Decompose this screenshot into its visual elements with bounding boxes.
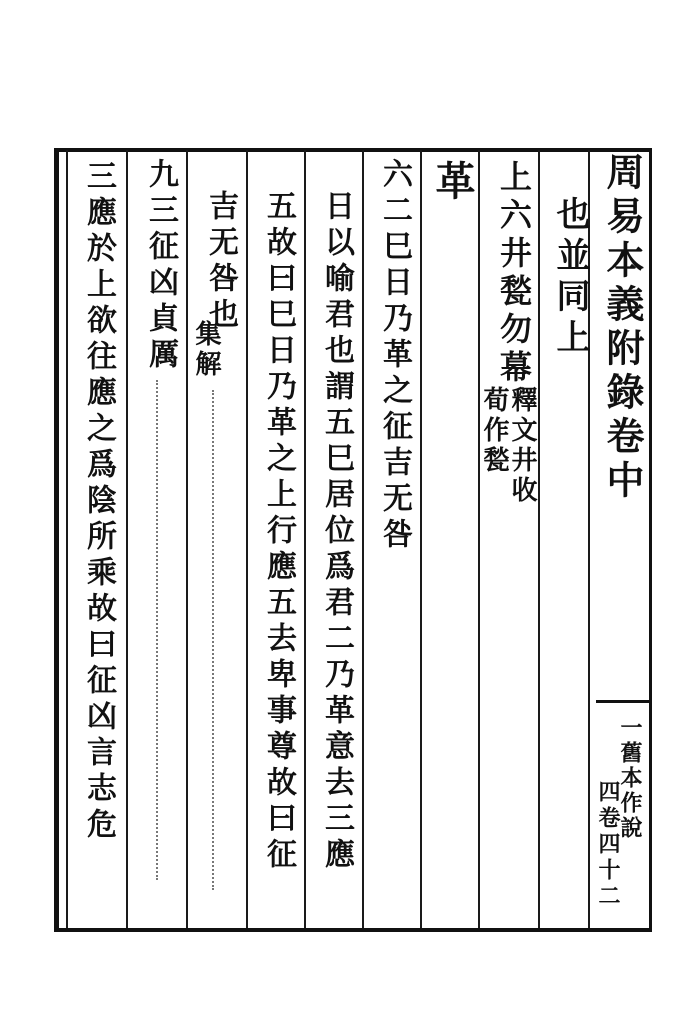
text-column-1: 也並同上 — [550, 196, 590, 360]
column-rule — [538, 150, 540, 928]
column-rule — [66, 150, 68, 928]
column-rule — [186, 150, 188, 928]
column-rule — [126, 150, 128, 928]
text-column-2: 上六井甃勿幕 — [495, 160, 533, 388]
blank-space-marks — [156, 380, 161, 880]
page-number: 四卷四十二 — [595, 780, 621, 910]
text-column-6: 五故曰巳日乃革之上行應五去卑事尊故曰征 — [261, 190, 296, 874]
column-rule — [420, 150, 422, 928]
blank-space-marks — [212, 390, 217, 890]
header-divider — [596, 700, 652, 703]
commentary-note: 釋文井收 — [507, 386, 537, 506]
commentary-note: 荀作甃 — [479, 386, 509, 476]
column-rule — [362, 150, 364, 928]
margin-note: 一舊本作說 — [617, 716, 643, 841]
text-column-7: 吉无咎也 — [203, 190, 238, 334]
book-title: 周易本義附錄卷中 — [600, 152, 645, 504]
text-column-4: 六二巳日乃革之征吉无咎 — [377, 158, 412, 554]
text-column-9: 三應於上欲往應之爲陰所乘故曰征凶言志危 — [81, 160, 116, 844]
chapter-heading: 革 — [429, 160, 476, 207]
text-column-5: 日以喻君也謂五巳居位爲君二乃革意去三應 — [319, 190, 354, 874]
commentary-note: 集解 — [191, 320, 221, 380]
text-column-8: 九三征凶貞厲 — [143, 158, 178, 374]
column-rule — [478, 150, 480, 928]
column-rule — [304, 150, 306, 928]
column-rule — [246, 150, 248, 928]
